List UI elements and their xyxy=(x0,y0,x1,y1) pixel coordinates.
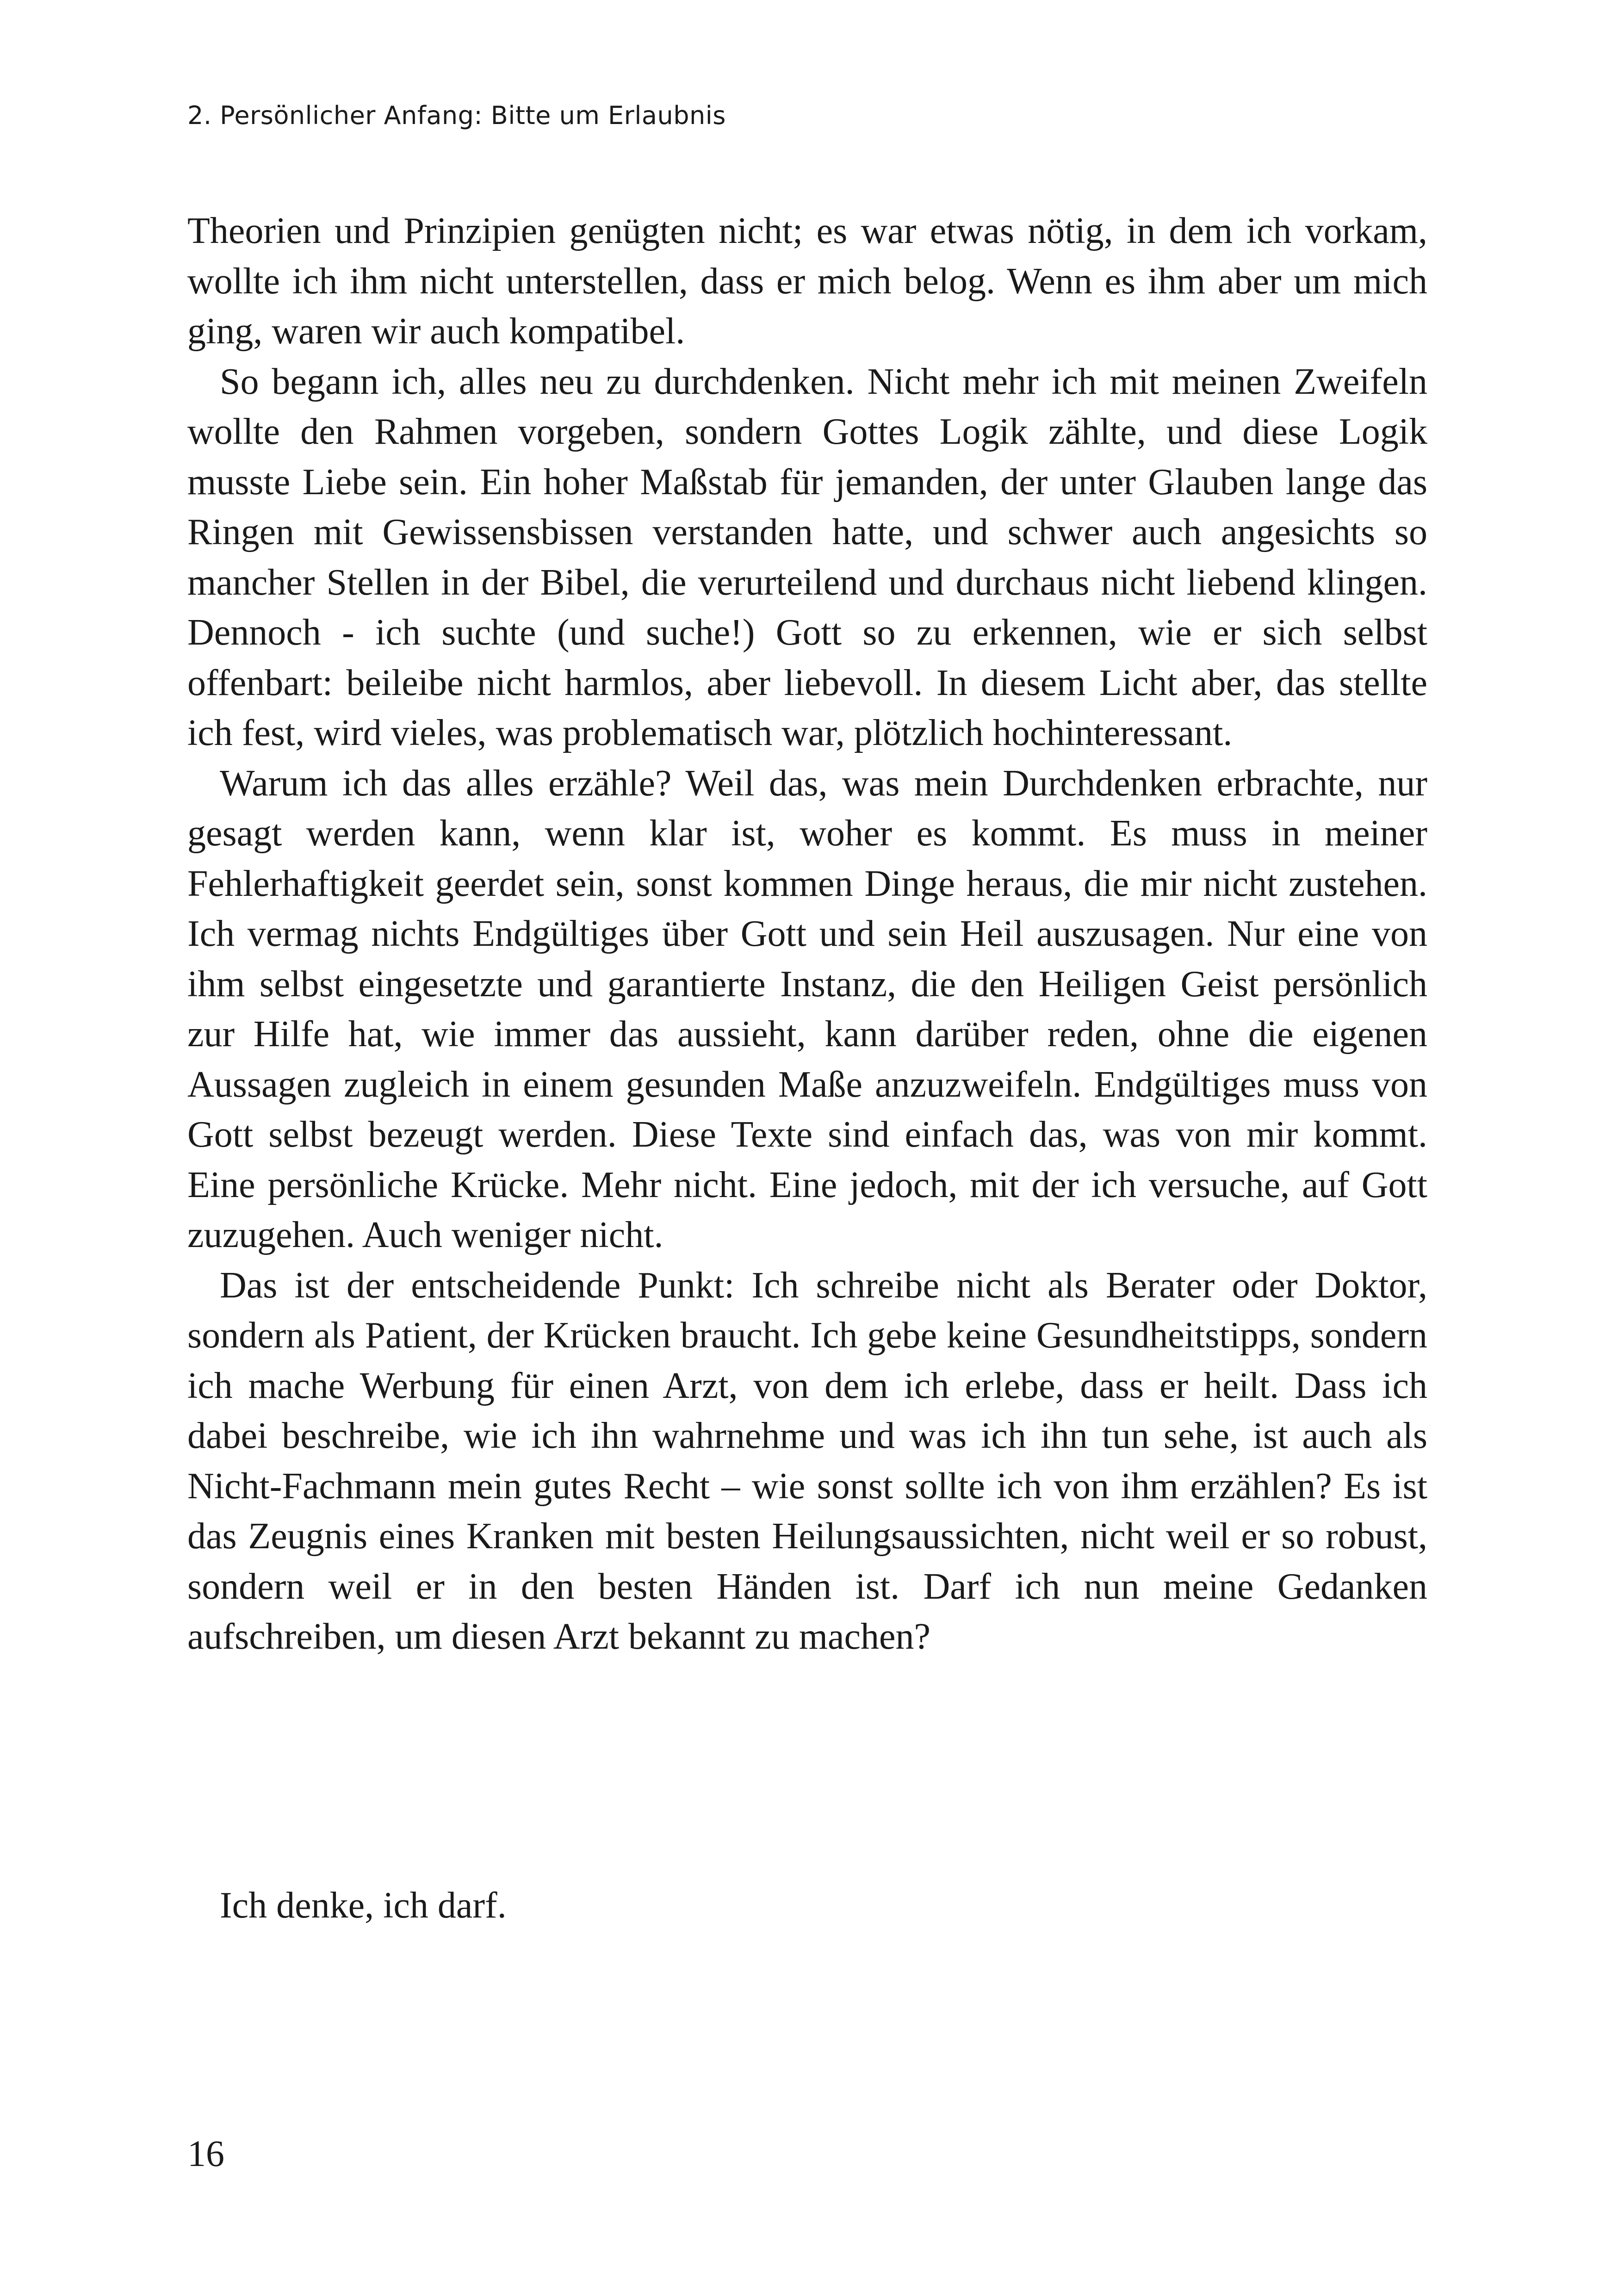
paragraph: Das ist der entscheidende Punkt: Ich schreibe nicht als Berater oder Doktor, sondern als Patient, der Krücken braucht. Ich gebe keine Gesundheitstipps, sondern ich mache Werbung für einen Arzt, von dem ich erlebe, dass er heilt. Dass ich dabei beschreibe, wie ich ihn wahrnehme und was ich ihn tun sehe, ist auch als Nicht-Fachmann mein gutes Recht – wie sonst sollte ich von ihm erzählen? Es ist das Zeugnis eines Kranken mit besten Heilungsaussichten, nicht weil er so robust, sondern weil er in den besten Händen ist. Darf ich nun meine Gedanken aufschreiben, um diesen Arzt bekannt zu machen? xyxy=(187,1265,1427,1657)
body-text xyxy=(187,206,1427,1662)
paragraph: Warum ich das alles erzähle? Weil das, was mein Durchdenken erbrachte, nur gesagt werden kann, wenn klar ist, woher es kommt. Es muss in meiner Fehlerhaftigkeit geerdet sein, sonst kommen Dinge heraus, die mir nicht zustehen. Ich vermag nichts Endgültiges über Gott und sein Heil auszusagen. Nur eine von ihm selbst eingesetzte und garantierte Instanz, die den Heiligen Geist persönlich zur Hilfe hat, wie immer das aussieht, kann darüber reden, ohne die eigenen Aussagen zugleich in einem gesunden Maße anzuzweifeln. Endgültiges muss von Gott selbst bezeugt werden. Diese Texte sind einfach das, was von mir kommt. Eine persönliche Krücke. Mehr nicht. Eine jedoch, mit der ich versuche, auf Gott zuzugehen. Auch weniger nicht. xyxy=(187,763,1427,1255)
closing-line: Ich denke, ich darf. xyxy=(220,1885,507,1926)
paragraph: So begann ich, alles neu zu durchdenken. Nicht mehr ich mit meinen Zweifeln wollte den Rahmen vorgeben, sondern Gottes Logik zählte, und diese Logik musste Liebe sein. Ein hoher Maßstab für jemanden, der unter Glauben lange das Ringen mit Gewissensbissen verstanden hatte, und schwer auch angesichts so mancher Stellen in der Bibel, die verurteilend und durchaus nicht liebend klingen. Dennoch - ich suchte (und suche!) Gott so zu erkennen, wie er sich selbst offenbart: beileibe nicht harmlos, aber liebevoll. In diesem Licht aber, das stellte ich fest, wird vieles, was problematisch war, plötzlich hochinteressant. xyxy=(187,361,1427,753)
running-header: 2. Persönlicher Anfang: Bitte um Erlaubnis xyxy=(187,101,726,130)
paragraph: Theorien und Prinzipien genügten nicht; es war etwas nötig, in dem ich vorkam, wollte ich ihm nicht unterstellen, dass er mich belog. Wenn es ihm aber um mich ging, waren wir auch kompatibel. xyxy=(187,211,1427,352)
page-number: 16 xyxy=(187,2134,224,2174)
